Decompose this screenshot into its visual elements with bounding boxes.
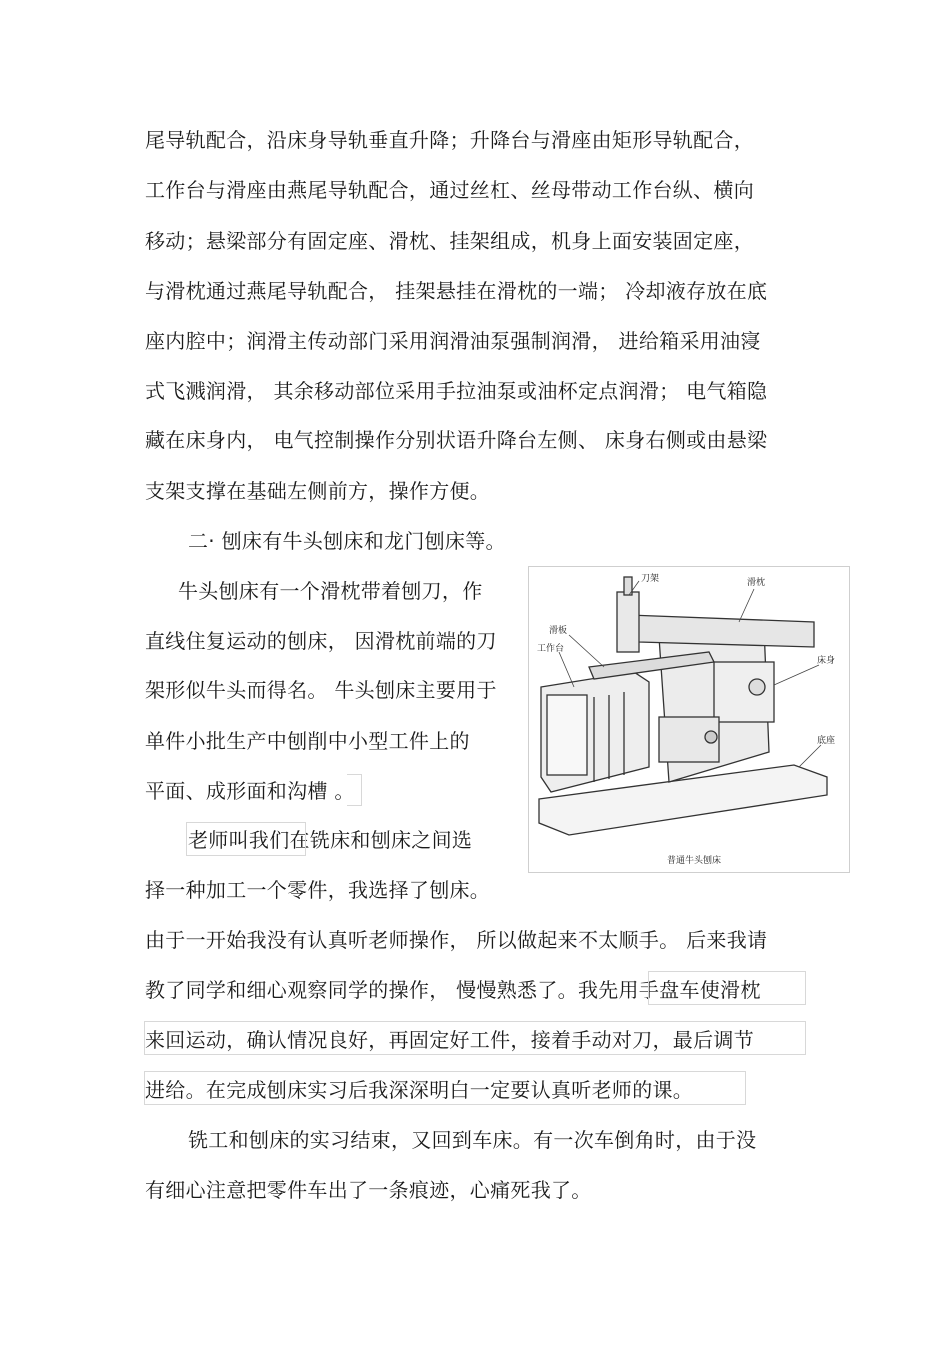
text-line: 进给。在完成刨床实习后我深深明白一定要认真听老师的课。 (145, 1078, 694, 1102)
text-marker (186, 822, 306, 856)
label-slide-plate: 滑板 (549, 626, 568, 636)
text-line: 与滑枕通过燕尾导轨配合， 挂架悬挂在滑枕的一端； 冷却液存放在底 (145, 279, 768, 303)
text-line: 式飞溅润滑， 其余移动部位采用手拉油泵或油杯定点润滑； 电气箱隐 (145, 379, 768, 403)
text-line: 老师叫我们在铣床和刨床之间选 (188, 828, 473, 852)
label-base: 底座 (817, 736, 836, 746)
ram-shape (629, 615, 814, 647)
tool-head-shape (617, 592, 639, 652)
text-line: 藏在床身内， 电气控制操作分别状语升降台左侧、 床身右侧或由悬梁 (145, 428, 768, 452)
text-line: 择一种加工一个零件，我选择了刨床。 (145, 878, 491, 902)
text-marker (144, 1071, 746, 1105)
label-bed: 床身 (817, 656, 836, 666)
text-line: 单件小批生产中刨削中小型工件上的 (145, 729, 470, 753)
text-line: 来回运动，确认情况良好，再固定好工件，接着手动对刀，最后调节 (145, 1028, 754, 1052)
text-marker (144, 1021, 806, 1055)
text-line: 直线住复运动的刨床， 因滑枕前端的刀 (145, 629, 497, 653)
text-line: 牛头刨床有一个滑枕带着刨刀，作 (178, 579, 483, 603)
label-tool-holder: 刀架 (641, 574, 660, 584)
text-line: 教了同学和细心观察同学的操作， 慢慢熟悉了。我先用手盘车使滑枕 (145, 978, 761, 1002)
text-line: 铣工和刨床的实习结束，又回到车床。有一次车倒角时，由于没 (188, 1128, 757, 1152)
text-line: 平面、成形面和沟槽 。 (145, 779, 355, 803)
section-heading: 二· 刨床有牛头刨床和龙门刨床等。 (188, 529, 506, 553)
text-line: 工作台与滑座由燕尾导轨配合，通过丝杠、丝母带动工作台纵、横向 (145, 178, 754, 202)
text-line: 移动；悬梁部分有固定座、滑枕、挂架组成，机身上面安装固定座， (145, 229, 754, 253)
gearbox-shape (714, 662, 774, 722)
text-line: 尾导轨配合，沿床身导轨垂直升降；升降台与滑座由矩形导轨配合， (145, 128, 754, 152)
text-line: 架形似牛头而得名。 牛头刨床主要用于 (145, 678, 497, 702)
label-worktable: 工作台 (537, 644, 565, 654)
text-line: 座内腔中；润滑主传动部门采用润滑油泵强制润滑， 进给箱采用油寖 (145, 329, 761, 353)
label-ram: 滑枕 (747, 578, 766, 588)
text-marker (648, 971, 806, 1005)
figure-caption: 普通牛头刨床 (667, 856, 722, 866)
text-line: 有细心注意把零件车出了一条痕迹，心痛死我了。 (145, 1178, 592, 1202)
shaper-drawing (529, 567, 849, 872)
text-line: 支架支撑在基础左侧前方，操作方便。 (145, 479, 491, 503)
shaper-machine-figure (528, 566, 850, 873)
text-marker (347, 774, 362, 806)
text-line: 由于一开始我没有认真听老师操作， 所以做起来不太顺手。 后来我请 (145, 928, 768, 952)
